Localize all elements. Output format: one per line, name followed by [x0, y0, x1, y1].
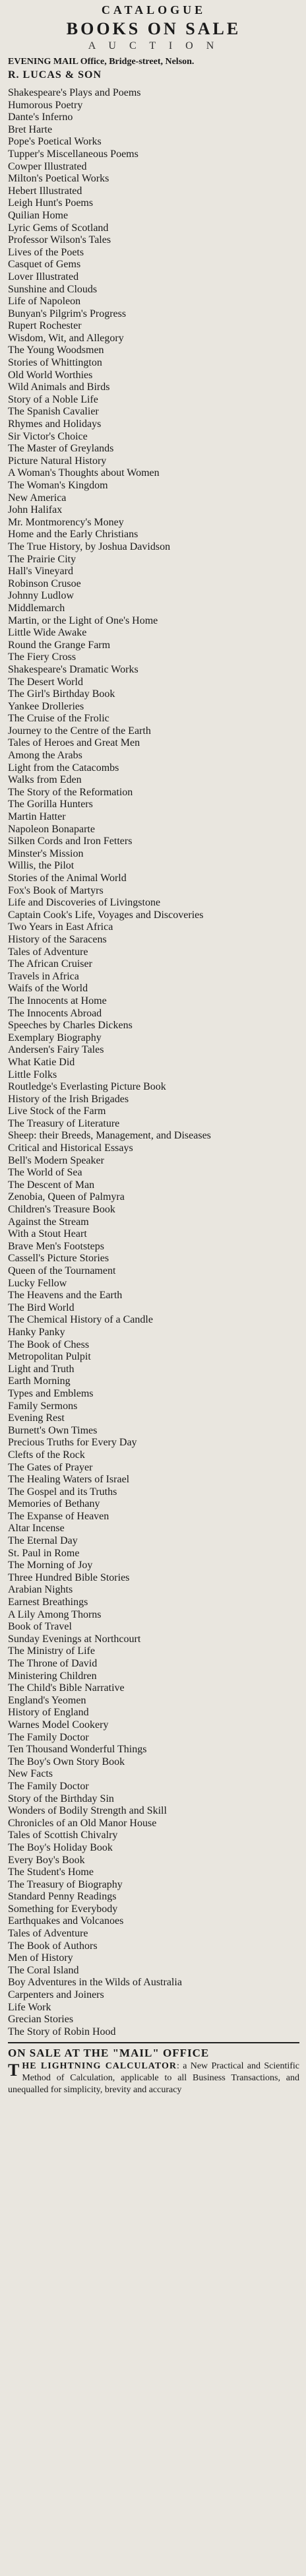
- book-title: Grecian Stories: [8, 2014, 74, 2026]
- book-title: Rhymes and Holidays: [8, 418, 102, 430]
- book-title: Metropolitan Pulpit: [8, 1351, 91, 1363]
- book-title: Carpenters and Joiners: [8, 1989, 104, 2001]
- book-title: Middlemarch: [8, 602, 65, 614]
- book-title: The Student's Home: [8, 1866, 94, 1878]
- book-title: The Family Doctor: [8, 1731, 89, 1743]
- book-title: Standard Penny Readings: [8, 1891, 117, 1903]
- book-title: New America: [8, 492, 67, 504]
- book-title: Hall's Vineyard: [8, 566, 73, 578]
- book-title: Yankee Drolleries: [8, 700, 84, 712]
- book-title: Stories of Whittington: [8, 357, 102, 369]
- book-title: Altar Incense: [8, 1523, 65, 1535]
- book-title: The Book of Authors: [8, 1940, 98, 1952]
- book-title: Sheep: their Breeds, Management, and Diseases: [8, 1130, 211, 1142]
- book-title: Sunday Evenings at Northcourt: [8, 1633, 141, 1645]
- book-title: The Throne of David: [8, 1658, 98, 1669]
- book-title: Clefts of the Rock: [8, 1449, 85, 1461]
- book-title: The African Cruiser: [8, 958, 92, 970]
- book-title: Sir Victor's Choice: [8, 430, 88, 442]
- book-title: The Family Doctor: [8, 1780, 89, 1792]
- book-title: Evening Rest: [8, 1412, 65, 1424]
- book-title: Walks from Eden: [8, 774, 82, 786]
- book-title: Napoleon Bonaparte: [8, 823, 95, 835]
- book-title: Something for Everybody: [8, 1903, 118, 1915]
- book-title: Willis, the Pilot: [8, 860, 75, 872]
- book-title: Every Boy's Book: [8, 1854, 85, 1866]
- book-title: Journey to the Centre of the Earth: [8, 725, 151, 737]
- calculator-title: HE LIGHTNING CALCULATOR: [22, 2061, 177, 2072]
- book-title: Among the Arabs: [8, 750, 82, 762]
- book-title: Precious Truths for Every Day: [8, 1437, 137, 1449]
- book-title: Leigh Hunt's Poems: [8, 197, 94, 209]
- book-title: Bret Harte: [8, 123, 53, 135]
- book-title: Wild Animals and Birds: [8, 381, 110, 393]
- book-title: Routledge's Everlasting Picture Book: [8, 1081, 166, 1093]
- book-title: The Eternal Day: [8, 1535, 78, 1547]
- book-title: Men of History: [8, 1952, 73, 1964]
- sale-heading: ON SALE AT THE "MAIL" OFFICE: [8, 2047, 210, 2060]
- book-title: Life and Discoveries of Livingstone: [8, 897, 161, 909]
- book-title: Ten Thousand Wonderful Things: [8, 1744, 147, 1756]
- book-title: Minster's Mission: [8, 847, 84, 859]
- book-title: Light and Truth: [8, 1363, 75, 1375]
- book-title: Johnny Ludlow: [8, 590, 74, 602]
- book-title: Queen of the Tournament: [8, 1265, 116, 1276]
- book-title: The Healing Waters of Israel: [8, 1474, 130, 1486]
- book-title: The Girl's Birthday Book: [8, 688, 115, 700]
- book-title: Picture Natural History: [8, 455, 107, 467]
- book-title: A Lily Among Thorns: [8, 1608, 102, 1620]
- book-title: The Desert World: [8, 676, 83, 688]
- book-title: Boy Adventures in the Wilds of Australia: [8, 1977, 182, 1989]
- book-title: The World of Sea: [8, 1167, 82, 1179]
- book-title: The Innocents Abroad: [8, 1007, 102, 1019]
- book-title: Ministering Children: [8, 1670, 97, 1682]
- book-title: Against the Stream: [8, 1216, 89, 1228]
- calculator-description: : a New Practical and Scientific Method of Calculation, applicable to all Business Transactions, and unequalled for simplicity, brevity and accuracy: [8, 2061, 299, 2096]
- book-title: Little Folks: [8, 1069, 57, 1080]
- book-title: Exemplary Biography: [8, 1032, 102, 1043]
- book-title: The Prairie City: [8, 553, 76, 565]
- book-title: New Facts: [8, 1768, 53, 1780]
- book-title: Earth Morning: [8, 1375, 71, 1387]
- book-title: Martin, or the Light of One's Home: [8, 614, 158, 626]
- book-title: Round the Grange Farm: [8, 639, 111, 651]
- book-title: Burnett's Own Times: [8, 1424, 98, 1436]
- book-title: History of the Saracens: [8, 933, 107, 945]
- book-title: Little Wide Awake: [8, 627, 87, 639]
- book-title: The Morning of Joy: [8, 1560, 93, 1571]
- book-title: Shakespeare's Plays and Poems: [8, 87, 141, 98]
- book-title: Children's Treasure Book: [8, 1204, 115, 1216]
- book-title: Two Years in East Africa: [8, 921, 113, 933]
- book-title: With a Stout Heart: [8, 1228, 87, 1240]
- book-title: The Innocents at Home: [8, 995, 107, 1007]
- book-title: Bell's Modern Speaker: [8, 1154, 104, 1166]
- book-title: Casquet of Gems: [8, 259, 81, 271]
- book-title: Zenobia, Queen of Palmyra: [8, 1191, 125, 1203]
- book-title: Sunshine and Clouds: [8, 283, 98, 295]
- book-title: Travels in Africa: [8, 970, 79, 982]
- book-title: Rupert Rochester: [8, 320, 82, 332]
- book-title: The Child's Bible Narrative: [8, 1682, 125, 1694]
- book-title: Three Hundred Bible Stories: [8, 1571, 130, 1583]
- book-title: Captain Cook's Life, Voyages and Discoveries: [8, 909, 204, 921]
- book-title: Light from the Catacombs: [8, 762, 119, 774]
- book-title: The Bird World: [8, 1302, 75, 1313]
- book-title: The Master of Greylands: [8, 443, 114, 455]
- book-title: The Gorilla Hunters: [8, 799, 93, 810]
- book-title: The Young Woodsmen: [8, 345, 104, 356]
- divider: [8, 2042, 299, 2043]
- book-title: Robinson Crusoe: [8, 578, 81, 589]
- calculator-advert: [8, 2061, 299, 2096]
- book-title: Types and Emblems: [8, 1387, 94, 1399]
- book-title: Lives of the Poets: [8, 246, 84, 258]
- book-title: Hanky Panky: [8, 1326, 65, 1338]
- book-title: Fox's Book of Martyrs: [8, 884, 104, 896]
- book-title: The Chemical History of a Candle: [8, 1314, 153, 1326]
- book-title: The Coral Island: [8, 1964, 79, 1976]
- book-title: Speeches by Charles Dickens: [8, 1020, 133, 1032]
- book-title: Chronicles of an Old Manor House: [8, 1817, 157, 1829]
- books-on-sale-headline: BOOKS ON SALE: [66, 19, 241, 38]
- book-title: The True History, by Joshua Davidson: [8, 541, 171, 552]
- book-title: The Boy's Holiday Book: [8, 1841, 113, 1853]
- book-title: Earnest Breathings: [8, 1597, 88, 1608]
- book-title: Quilian Home: [8, 209, 69, 221]
- book-title: The Ministry of Life: [8, 1645, 95, 1657]
- book-title: Family Sermons: [8, 1400, 78, 1412]
- book-title: Lucky Fellow: [8, 1277, 67, 1289]
- book-title: Wonders of Bodily Strength and Skill: [8, 1805, 167, 1817]
- book-title: St. Paul in Rome: [8, 1547, 80, 1559]
- book-title: Memories of Bethany: [8, 1498, 100, 1510]
- book-title: Story of a Noble Life: [8, 393, 98, 405]
- book-title: Brave Men's Footsteps: [8, 1240, 104, 1252]
- book-title: John Halifax: [8, 504, 63, 516]
- book-title: Bunyan's Pilgrim's Progress: [8, 308, 127, 319]
- book-title: Professor Wilson's Tales: [8, 234, 111, 246]
- book-title: The Woman's Kingdom: [8, 480, 108, 491]
- auctioneer-name: R. LUCAS & SON: [8, 69, 102, 81]
- book-title: Lyric Gems of Scotland: [8, 222, 109, 234]
- book-title: The Story of Robin Hood: [8, 2026, 116, 2037]
- book-title: The Gospel and its Truths: [8, 1486, 117, 1498]
- auction-line: A U C T I O N: [88, 40, 220, 51]
- book-title: The Spanish Cavalier: [8, 406, 99, 418]
- book-title: What Katie Did: [8, 1056, 75, 1068]
- book-title: Stories of the Animal World: [8, 873, 127, 884]
- book-title: The Gates of Prayer: [8, 1461, 93, 1473]
- book-title: England's Yeomen: [8, 1694, 86, 1706]
- book-title: Milton's Poetical Works: [8, 173, 109, 185]
- book-title: History of the Irish Brigades: [8, 1093, 129, 1105]
- book-title: Earthquakes and Volcanoes: [8, 1915, 124, 1927]
- book-title: Story of the Birthday Sin: [8, 1793, 114, 1804]
- book-title: Dante's Inferno: [8, 112, 73, 123]
- book-title: The Boy's Own Story Book: [8, 1756, 125, 1767]
- book-title: Old World Worthies: [8, 369, 93, 381]
- book-title: Martin Hatter: [8, 811, 66, 823]
- book-title: The Story of the Reformation: [8, 786, 133, 798]
- catalogue-title: CATALOGUE: [101, 3, 206, 17]
- book-title: Book of Travel: [8, 1621, 72, 1633]
- book-title: Live Stock of the Farm: [8, 1106, 106, 1117]
- book-title: Life of Napoleon: [8, 296, 81, 308]
- drop-cap: T: [8, 2061, 20, 2080]
- office-address: Office, Bridge-street, Nelson.: [80, 57, 195, 67]
- book-title: The Treasury of Biography: [8, 1878, 123, 1890]
- book-title: The Heavens and the Earth: [8, 1290, 123, 1302]
- book-title: Silken Cords and Iron Fetters: [8, 836, 133, 847]
- book-list: [8, 87, 299, 2038]
- book-title: Cowper Illustrated: [8, 160, 87, 172]
- book-title: Shakespeare's Dramatic Works: [8, 663, 138, 675]
- book-title: Arabian Nights: [8, 1584, 73, 1596]
- book-title: Humorous Poetry: [8, 99, 83, 111]
- book-title: Cassell's Picture Stories: [8, 1253, 109, 1265]
- book-title: Tales of Heroes and Great Men: [8, 737, 140, 749]
- book-title: The Expanse of Heaven: [8, 1510, 109, 1522]
- book-title: Wisdom, Wit, and Allegory: [8, 332, 124, 344]
- book-title: Andersen's Fairy Tales: [8, 1044, 104, 1056]
- book-title: Tales of Adventure: [8, 946, 88, 958]
- book-title: History of England: [8, 1707, 89, 1719]
- book-title: Warnes Model Cookery: [8, 1719, 109, 1731]
- book-title: A Woman's Thoughts about Women: [8, 467, 160, 479]
- book-title: The Book of Chess: [8, 1338, 90, 1350]
- book-title: Mr. Montmorency's Money: [8, 516, 124, 528]
- book-title: The Descent of Man: [8, 1179, 95, 1191]
- book-title: The Fiery Cross: [8, 651, 76, 663]
- book-title: The Cruise of the Frolic: [8, 713, 109, 725]
- office-prefix: EVENING MAIL: [8, 57, 78, 67]
- book-title: Life Work: [8, 2001, 51, 2013]
- book-title: Tupper's Miscellaneous Poems: [8, 148, 138, 160]
- book-title: Home and the Early Christians: [8, 529, 138, 541]
- book-title: Tales of Adventure: [8, 1928, 88, 1940]
- book-title: Tales of Scottish Chivalry: [8, 1830, 118, 1841]
- book-title: Hebert Illustrated: [8, 185, 82, 197]
- office-address-line: [8, 55, 299, 82]
- book-title: Waifs of the World: [8, 983, 88, 995]
- book-title: Critical and Historical Essays: [8, 1142, 133, 1154]
- book-title: Lover Illustrated: [8, 271, 79, 282]
- book-title: The Treasury of Literature: [8, 1117, 120, 1129]
- book-title: Pope's Poetical Works: [8, 136, 102, 148]
